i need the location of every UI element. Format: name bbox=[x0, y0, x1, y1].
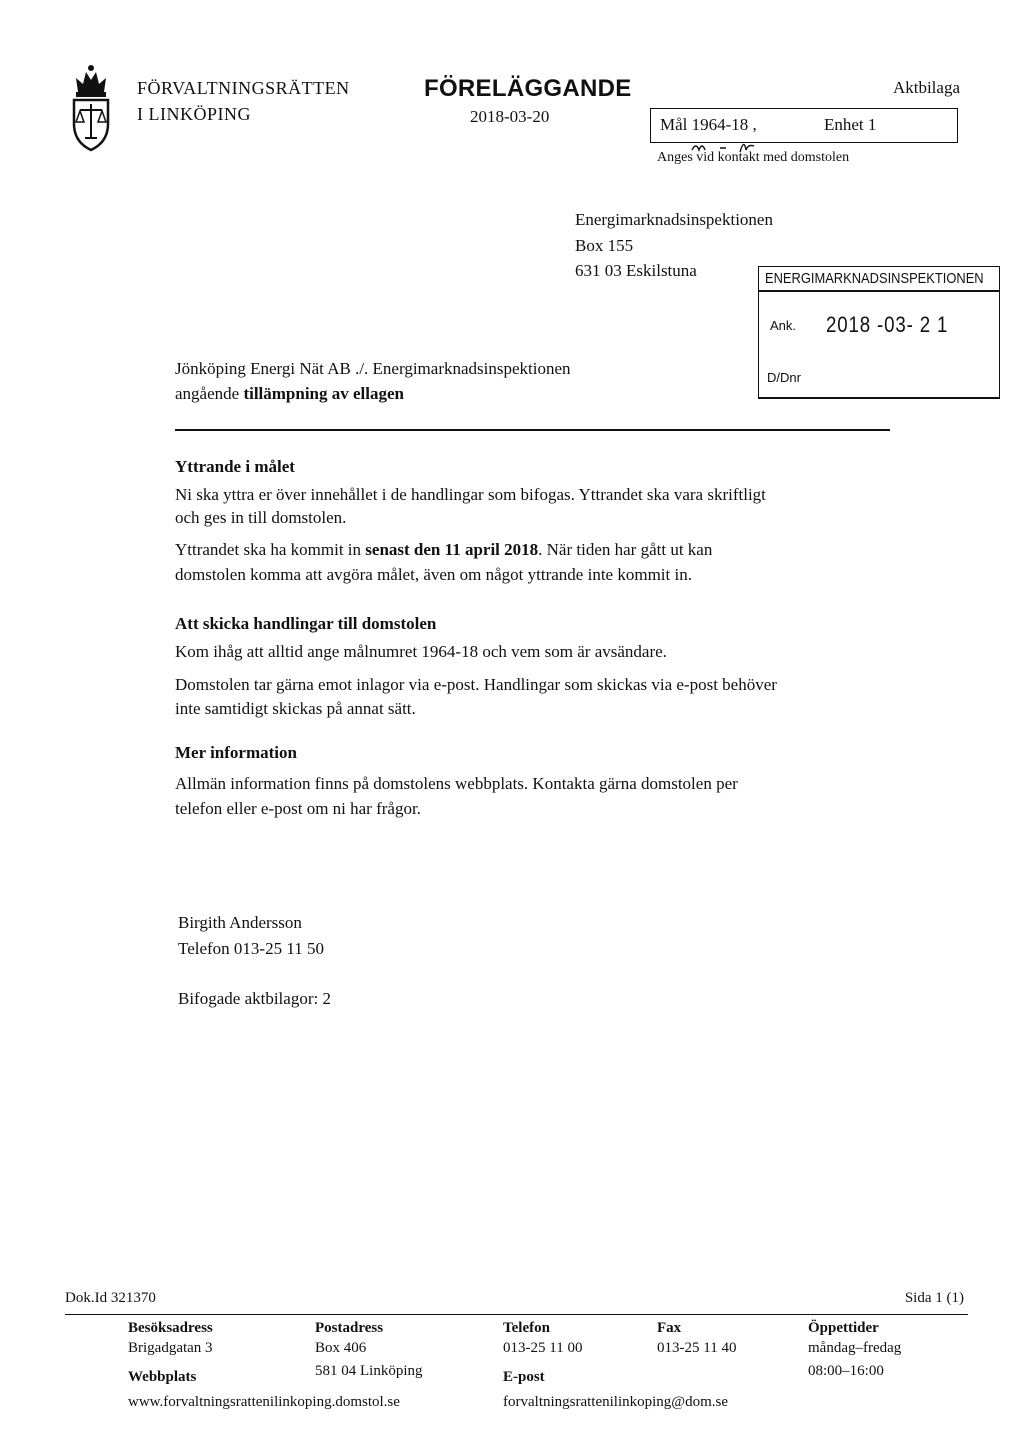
case-number: Mål 1964-18 , bbox=[660, 115, 757, 134]
footer-hours-time: 08:00–16:00 bbox=[808, 1363, 884, 1379]
footer-phone-label: Telefon bbox=[503, 1320, 550, 1336]
footer-phone-value: 013-25 11 00 bbox=[503, 1340, 583, 1356]
footer-hours-label: Öppettider bbox=[808, 1320, 879, 1336]
footer-email-label: E-post bbox=[503, 1369, 545, 1385]
court-name-line1: FÖRVALTNINGSRÄTTEN bbox=[137, 78, 350, 98]
footer-post-label: Postadress bbox=[315, 1320, 384, 1336]
signer-phone: Telefon 013-25 11 50 bbox=[178, 939, 324, 958]
document-id: Dok.Id 321370 bbox=[65, 1290, 156, 1306]
section-heading-statement: Yttrande i målet bbox=[175, 457, 295, 476]
case-subject-bold: tillämpning av ellagen bbox=[243, 384, 405, 403]
paragraph-line: Allmän information finns på domstolens webbplats. Kontakta gärna domstolen per bbox=[175, 774, 738, 793]
recipient-name: Energimarknadsinspektionen bbox=[575, 210, 773, 229]
section-heading-submit: Att skicka handlingar till domstolen bbox=[175, 614, 437, 633]
deadline-date: senast den 11 april 2018 bbox=[365, 540, 539, 559]
document-title: FÖRELÄGGANDE bbox=[424, 75, 632, 102]
stamp-divider bbox=[758, 290, 1000, 292]
deadline-line bbox=[175, 540, 712, 560]
footer-fax-value: 013-25 11 40 bbox=[657, 1340, 737, 1356]
section-heading-more-info: Mer information bbox=[175, 743, 297, 762]
stamp-date: 2018 -03- 2 1 bbox=[826, 312, 949, 337]
attachments-count: Bifogade aktbilagor: 2 bbox=[178, 989, 331, 1008]
paragraph-line: Ni ska yttra er över innehållet i de handlingar som bifogas. Yttrandet ska vara skriftligt bbox=[175, 485, 766, 504]
footer-post-box: Box 406 bbox=[315, 1340, 367, 1356]
footer-divider bbox=[65, 1314, 968, 1315]
court-emblem-icon bbox=[66, 62, 116, 154]
signer-name: Birgith Andersson bbox=[178, 913, 302, 932]
footer-visit-value: Brigadgatan 3 bbox=[128, 1340, 213, 1356]
stamp-ank-label: Ank. bbox=[770, 318, 797, 333]
paragraph-line: telefon eller e-post om ni har frågor. bbox=[175, 799, 421, 818]
court-unit: Enhet 1 bbox=[824, 115, 877, 134]
stamp-dnr-label: D/Dnr bbox=[767, 370, 801, 385]
case-subject-prefix: angående bbox=[175, 384, 244, 403]
footer-web-link[interactable]: www.forvaltningsrattenilinkoping.domstol.se bbox=[128, 1394, 400, 1410]
paragraph-line: domstolen komma att avgöra målet, även om något yttrande inte kommit in. bbox=[175, 565, 692, 584]
page-number: Sida 1 (1) bbox=[904, 1290, 964, 1306]
paragraph-line: Domstolen tar gärna emot inlagor via e-post. Handlingar som skickas via e-post behöver bbox=[175, 675, 777, 694]
footer-fax-label: Fax bbox=[657, 1320, 682, 1336]
deadline-post: . När tiden har gått ut kan bbox=[538, 540, 713, 559]
case-reference-note: Anges vid kontakt med domstolen bbox=[657, 150, 850, 165]
paragraph-line: inte samtidigt skickas på annat sätt. bbox=[175, 699, 416, 718]
recipient-postal: 631 03 Eskilstuna bbox=[575, 261, 697, 280]
footer-web-label: Webbplats bbox=[128, 1369, 197, 1385]
stamp-bottom-line bbox=[758, 397, 1000, 399]
footer-post-city: 581 04 Linköping bbox=[315, 1363, 423, 1379]
paragraph-line: Kom ihåg att alltid ange målnumret 1964-18 och vem som är avsändare. bbox=[175, 642, 667, 661]
attachment-label: Aktbilaga bbox=[892, 78, 960, 97]
document-date: 2018-03-20 bbox=[470, 107, 550, 126]
case-parties: Jönköping Energi Nät AB ./. Energimarknadsinspektionen bbox=[175, 359, 571, 378]
footer-email-link[interactable]: forvaltningsrattenilinkoping@dom.se bbox=[503, 1394, 729, 1410]
header-divider bbox=[175, 429, 890, 431]
footer-visit-label: Besöksadress bbox=[128, 1320, 213, 1336]
paragraph-line: och ges in till domstolen. bbox=[175, 508, 347, 527]
court-name-line2: I LINKÖPING bbox=[137, 104, 251, 124]
stamp-title: ENERGIMARKNADSINSPEKTIONEN bbox=[765, 270, 984, 287]
deadline-pre: Yttrandet ska ha kommit in bbox=[175, 540, 366, 559]
recipient-box: Box 155 bbox=[575, 236, 634, 255]
case-subject bbox=[175, 384, 404, 404]
footer-hours-days: måndag–fredag bbox=[808, 1340, 902, 1356]
